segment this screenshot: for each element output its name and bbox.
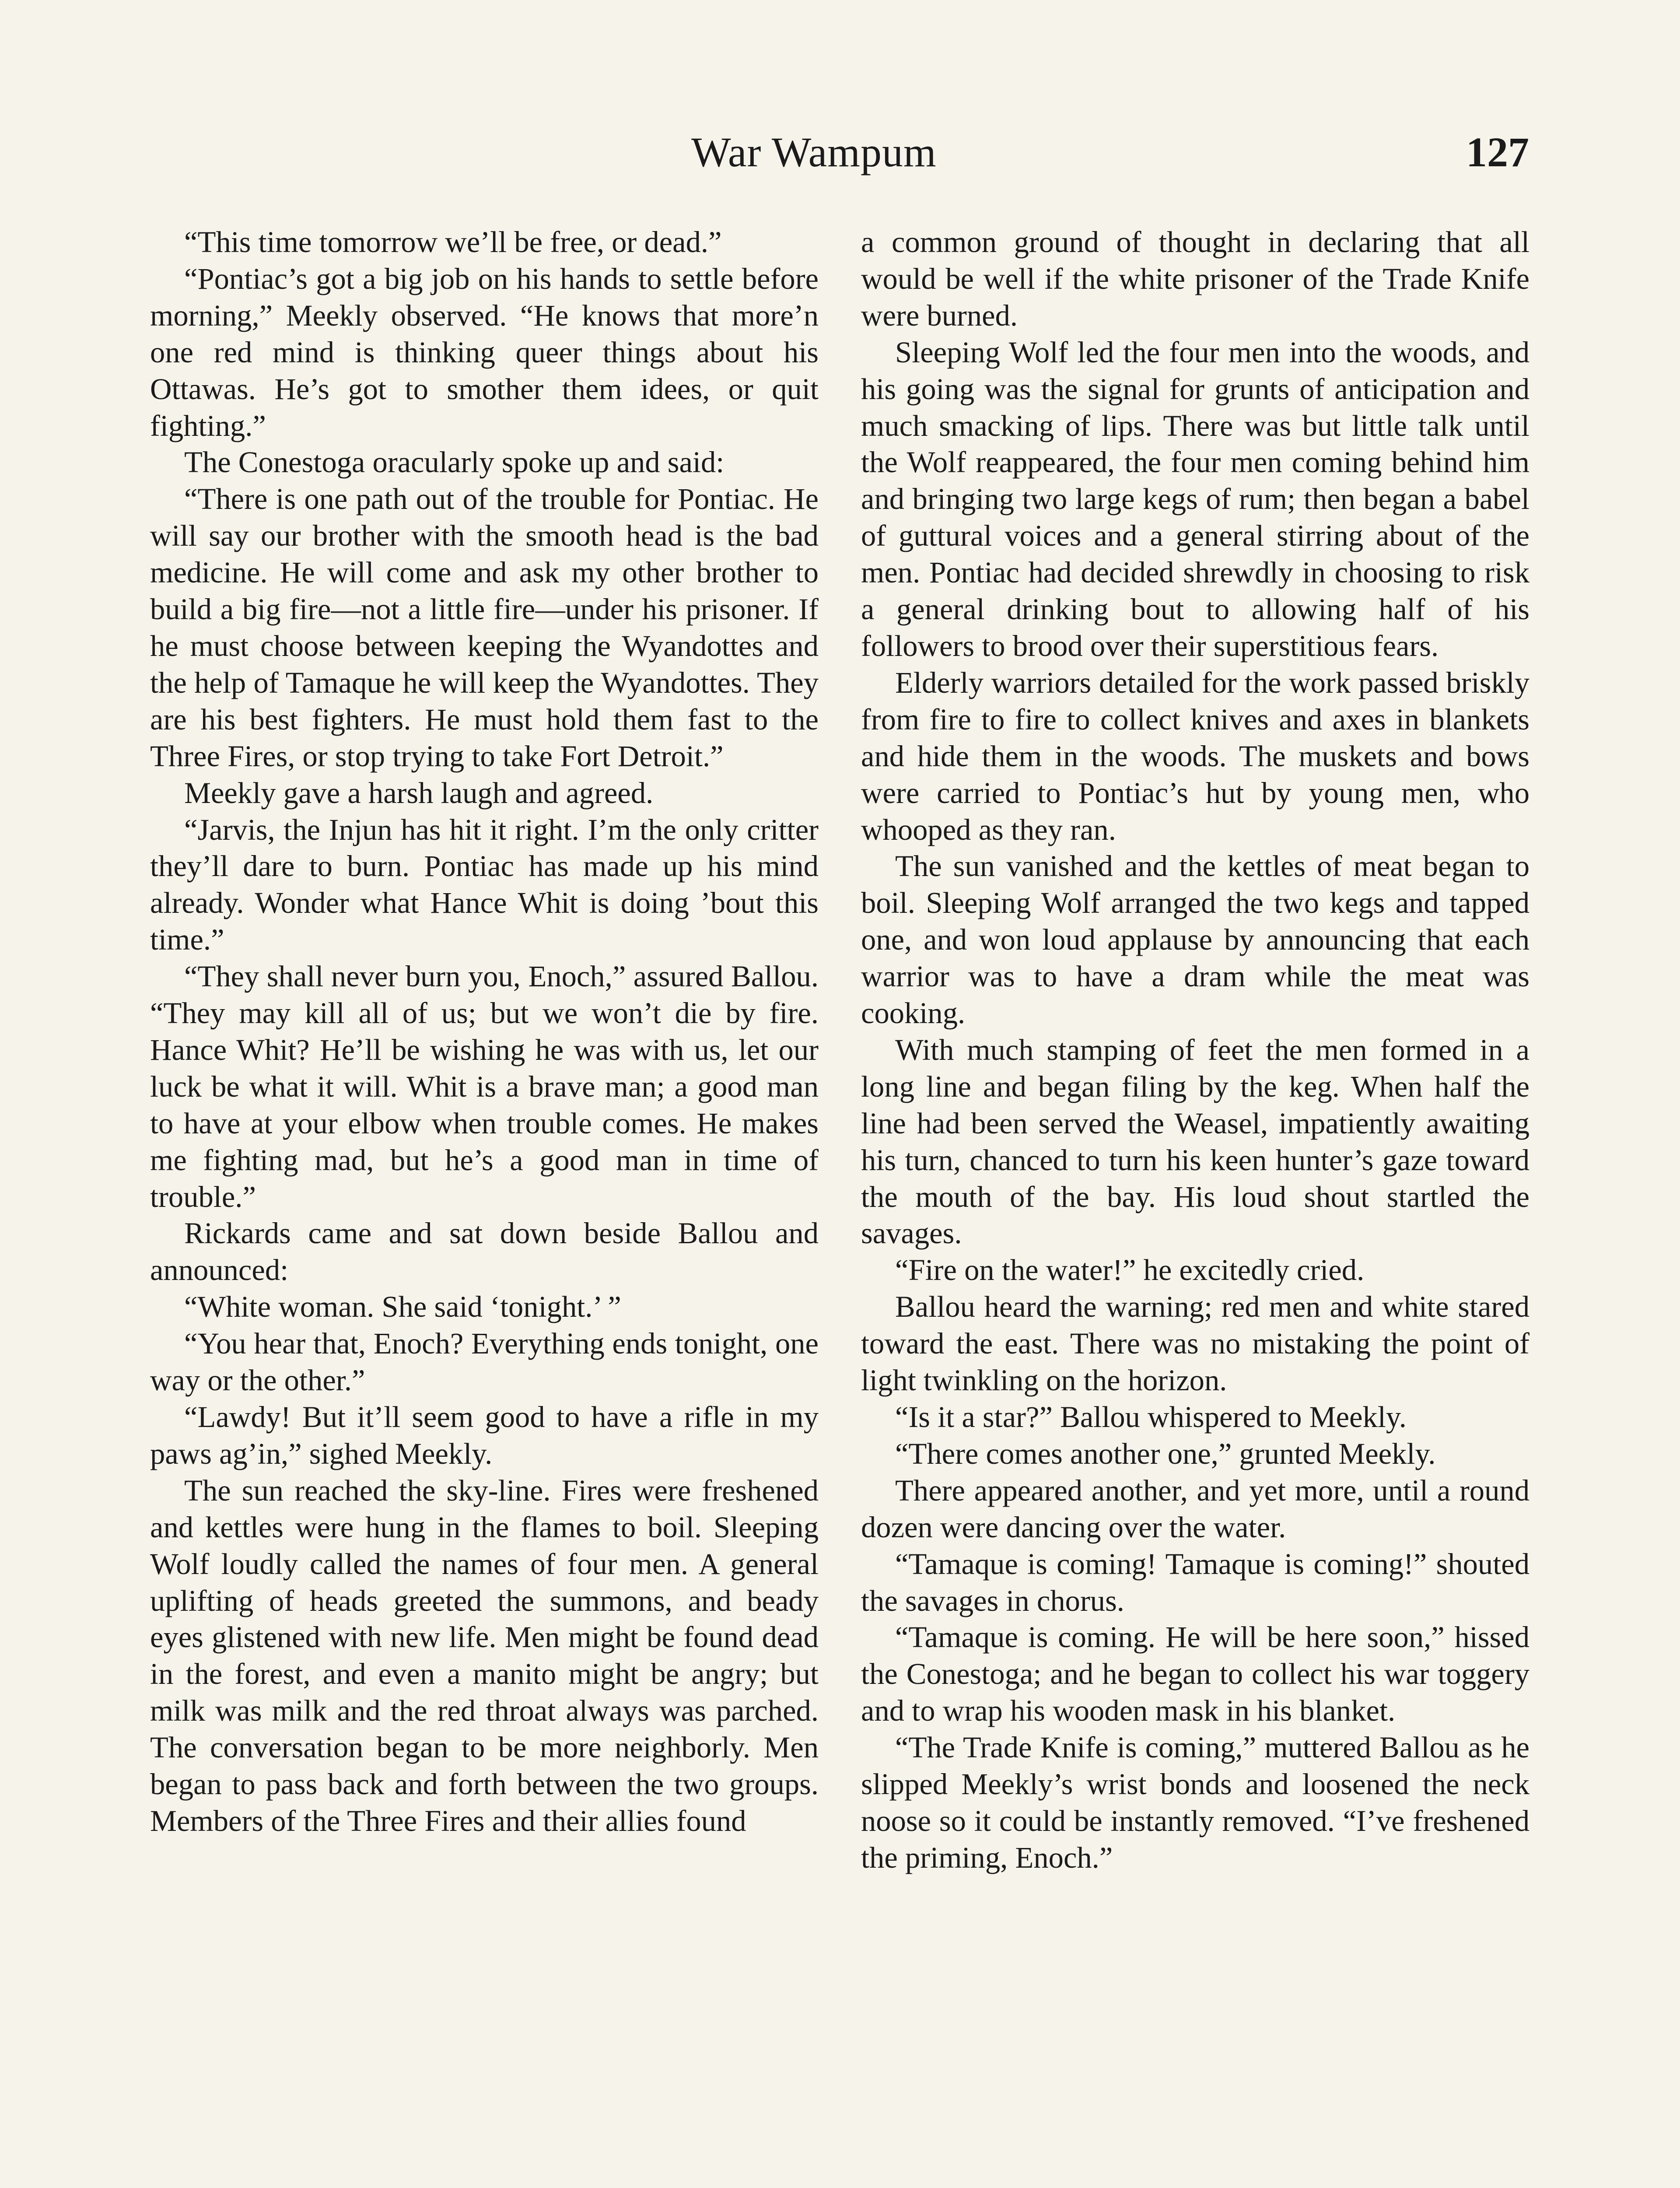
paragraph: Ballou heard the warning; red men and white stared toward the east. There was no mistaking the point of light twinkling on the horizon. (861, 1290, 1530, 1397)
paragraph: Sleeping Wolf led the four men into the woods, and his going was the signal for grunts of anticipation and much smacking of lips. There was but little talk until the Wolf reappeared, the four men coming behind him and bringing two large kegs of rum; then began a babel of guttural voices and a general stirring about of the men. Pontiac had decided shrewdly in choosing to risk a general drinking bout to allowing half of his followers to brood over their superstitious fears. (861, 335, 1530, 663)
paragraph: Rickards came and sat down beside Ballou and announced: (150, 1217, 819, 1287)
right-column (861, 224, 1530, 1876)
paragraph: “The Trade Knife is coming,” muttered Ballou as he slipped Meekly’s wrist bonds and loosened the neck noose so it could be instantly removed. “I’ve freshened the priming, Enoch.” (861, 1731, 1530, 1874)
paragraph: “White woman. She said ‘tonight.’ ” (184, 1290, 621, 1324)
paragraph: There appeared another, and yet more, until a round dozen were dancing over the water. (861, 1473, 1530, 1544)
paragraph: The sun vanished and the kettles of meat began to boil. Sleeping Wolf arranged the two kegs and tapped one, and won loud applause by announcing that each warrior was to have a dram while the meat was cooking. (861, 849, 1530, 1030)
paragraph: a common ground of thought in declaring that all would be well if the white prisoner of the Trade Knife were burned. (861, 225, 1530, 332)
paragraph: “Pontiac’s got a big job on his hands to settle before morning,” Meekly observed. “He knows that more’n one red mind is thinking queer things about his Ottawas. He’s got to smother them idees, or quit fighting.” (150, 262, 819, 442)
paragraph: “Jarvis, the Injun has hit it right. I’m the only critter they’ll dare to burn. Pontiac has made up his mind already. Wonder what Hance Whit is doing ’bout this time.” (150, 813, 819, 957)
left-column (150, 224, 819, 1840)
paragraph: “This time tomorrow we’ll be free, or dead.” (184, 225, 722, 259)
paragraph: “Fire on the water!” he excitedly cried. (895, 1253, 1365, 1287)
paragraph: “Tamaque is coming. He will be here soon,” hissed the Conestoga; and he began to collect his war toggery and to wrap his wooden mask in his blanket. (861, 1620, 1530, 1728)
paragraph: “Tamaque is coming! Tamaque is coming!” shouted the savages in chorus. (861, 1547, 1530, 1617)
paragraph: “Is it a star?” Ballou whispered to Meekly. (895, 1400, 1407, 1434)
paragraph: “There is one path out of the trouble for Pontiac. He will say our brother with the smooth head is the bad medicine. He will come and ask my other brother to build a big fire—not a little fire—under his prisoner. If he must choose between keeping the Wyandottes and the help of Tamaque he will keep the Wyandottes. They are his best fighters. He must hold them fast to the Three Fires, or stop trying to take Fort Detroit.” (150, 482, 819, 773)
paragraph: “You hear that, Enoch? Everything ends tonight, one way or the other.” (150, 1327, 819, 1397)
page-header (0, 128, 1680, 189)
paragraph: The sun reached the sky-line. Fires were freshened and kettles were hung in the flames to boil. Sleeping Wolf loudly called the names of four men. A general uplifting of heads greeted the summons, and beady eyes glistened with new life. Men might be found dead in the forest, and even a manito might be angry; but milk was milk and the red throat always was parched. The conversation began to be more neighborly. Men began to pass back and forth between the two groups. Members of the Three Fires and their allies found (150, 1473, 819, 1837)
paragraph: With much stamping of feet the men formed in a long line and began filing by the keg. When half the line had been served the Weasel, impatiently awaiting his turn, chanced to turn his keen hunter’s gaze toward the mouth of the bay. His loud shout startled the savages. (861, 1033, 1530, 1250)
paragraph: Elderly warriors detailed for the work passed briskly from fire to fire to collect knives and axes in blankets and hide them in the woods. The muskets and bows were carried to Pontiac’s hut by young men, who whooped as they ran. (861, 666, 1530, 846)
paragraph: Meekly gave a harsh laugh and agreed. (184, 776, 654, 810)
paragraph: “Lawdy! But it’ll seem good to have a rifle in my paws ag’in,” sighed Meekly. (150, 1400, 819, 1470)
page-number: 127 (1466, 129, 1529, 175)
paragraph: “There comes another one,” grunted Meekly. (895, 1437, 1436, 1470)
running-title: War Wampum (691, 129, 937, 175)
paragraph: The Conestoga oracularly spoke up and said: (184, 445, 724, 479)
paragraph: “They shall never burn you, Enoch,” assured Ballou. “They may kill all of us; but we won’t die by fire. Hance Whit? He’ll be wishing he was with us, let our luck be what it will. Whit is a brave man; a good man to have at your elbow when trouble comes. He makes me fighting mad, but he’s a good man in time of trouble.” (150, 960, 819, 1213)
